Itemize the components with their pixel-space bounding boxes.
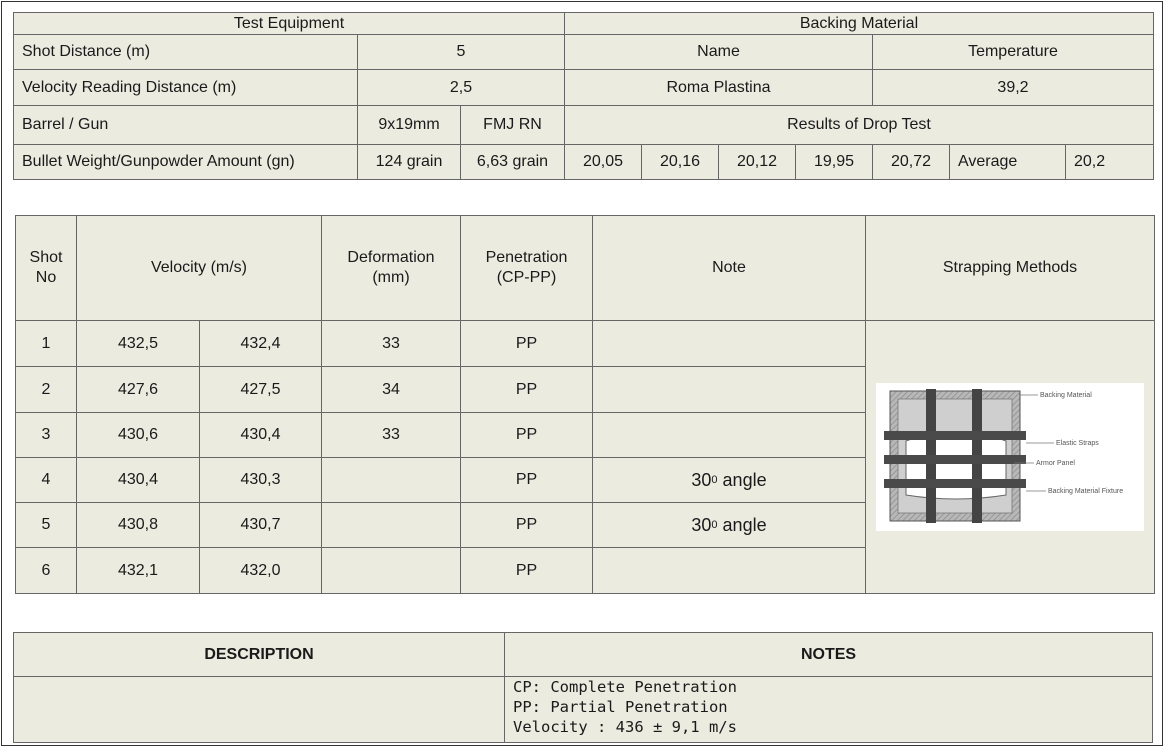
drop-average-label: Average: [950, 145, 1066, 180]
backing-name-value: Roma Plastina: [565, 70, 873, 106]
strapping-diagram-cell: [866, 321, 1155, 594]
penetration: PP: [461, 413, 593, 458]
drop-test-header: Results of Drop Test: [565, 106, 1154, 145]
notes-header: NOTES: [505, 633, 1153, 677]
deformation: [322, 548, 461, 594]
gunpowder-value: 6,63 grain: [461, 145, 565, 180]
note: [593, 458, 866, 503]
diagram-label: Elastic Straps: [1056, 440, 1099, 447]
shot-no: 4: [16, 458, 77, 503]
velocity-2: 430,4: [200, 413, 322, 458]
horizontal-strap: [884, 431, 1026, 440]
note-angle-value: 30: [691, 469, 712, 490]
deformation: [322, 458, 461, 503]
shot-no: 5: [16, 503, 77, 548]
drop-result: 19,95: [796, 145, 873, 180]
deformation-header: Deformation (mm): [322, 216, 461, 321]
note-angle-text: angle: [717, 469, 767, 490]
note: [593, 321, 866, 367]
velocity-1: 430,8: [77, 503, 200, 548]
note-degree: 0: [711, 473, 718, 486]
shots-table: [15, 215, 1155, 594]
barrel-caliber: 9x19mm: [358, 106, 461, 145]
drop-result: 20,72: [873, 145, 950, 180]
shot-no: 6: [16, 548, 77, 594]
note-line: Velocity : 436 ± 9,1 m/s: [513, 718, 737, 736]
notes-table: [13, 632, 1153, 743]
note: [593, 503, 866, 548]
note-degree: 0: [711, 518, 718, 531]
shot-no: 2: [16, 367, 77, 413]
penetration-header: Penetration (CP-PP): [461, 216, 593, 321]
penetration: PP: [461, 458, 593, 503]
equipment-header: Test Equipment: [14, 13, 565, 35]
notes-content: [505, 677, 1153, 743]
note-angle-text: angle: [717, 514, 767, 535]
drop-result: 20,12: [719, 145, 796, 180]
velocity-2: 430,7: [200, 503, 322, 548]
deformation: 33: [322, 321, 461, 367]
deformation: [322, 503, 461, 548]
velocity-1: 430,6: [77, 413, 200, 458]
shot-no: 1: [16, 321, 77, 367]
barrel-gun-label: Barrel / Gun: [14, 106, 358, 145]
backing-temperature-label: Temperature: [873, 35, 1154, 70]
backing-name-label: Name: [565, 35, 873, 70]
note-line: CP: Complete Penetration: [513, 678, 737, 696]
note: [593, 548, 866, 594]
deformation: 34: [322, 367, 461, 413]
penetration: PP: [461, 548, 593, 594]
description-content: [14, 677, 505, 743]
velocity-header: Velocity (m/s): [77, 216, 322, 321]
bullet-weight-value: 124 grain: [358, 145, 461, 180]
shot-distance-value: 5: [358, 35, 565, 70]
backing-temperature-value: 39,2: [873, 70, 1154, 106]
armor-panel-shape: [906, 432, 1006, 499]
velocity-2: 427,5: [200, 367, 322, 413]
penetration: PP: [461, 367, 593, 413]
description-header: DESCRIPTION: [14, 633, 505, 677]
table-row: [16, 321, 1155, 367]
drop-result: 20,16: [642, 145, 719, 180]
velocity-1: 432,5: [77, 321, 200, 367]
velocity-1: 430,4: [77, 458, 200, 503]
horizontal-strap: [884, 479, 1026, 488]
diagram-label: Backing Material: [1040, 392, 1092, 399]
note-angle-value: 30: [691, 514, 712, 535]
drop-result: 20,05: [565, 145, 642, 180]
drop-average-value: 20,2: [1066, 145, 1154, 180]
bullet-type: FMJ RN: [461, 106, 565, 145]
velocity-2: 432,4: [200, 321, 322, 367]
velocity-2: 430,3: [200, 458, 322, 503]
shot-distance-label: Shot Distance (m): [14, 35, 358, 70]
shot-no-header: Shot No: [16, 216, 77, 321]
diagram-label: Armor Panel: [1036, 460, 1075, 467]
penetration: PP: [461, 321, 593, 367]
note-line: PP: Partial Penetration: [513, 698, 728, 716]
diagram-label: Backing Material Fixture: [1048, 488, 1124, 495]
velocity-1: 432,1: [77, 548, 200, 594]
velocity-2: 432,0: [200, 548, 322, 594]
horizontal-strap: [884, 455, 1026, 464]
backing-header: Backing Material: [565, 13, 1154, 35]
note: [593, 367, 866, 413]
strapping-header: Strapping Methods: [866, 216, 1155, 321]
note: [593, 413, 866, 458]
strapping-diagram: [876, 383, 1144, 531]
note-header: Note: [593, 216, 866, 321]
velocity-1: 427,6: [77, 367, 200, 413]
equipment-table: [13, 12, 1154, 180]
penetration: PP: [461, 503, 593, 548]
deformation: 33: [322, 413, 461, 458]
velocity-distance-value: 2,5: [358, 70, 565, 106]
velocity-distance-label: Velocity Reading Distance (m): [14, 70, 358, 106]
bullet-weight-label: Bullet Weight/Gunpowder Amount (gn): [14, 145, 358, 180]
shot-no: 3: [16, 413, 77, 458]
